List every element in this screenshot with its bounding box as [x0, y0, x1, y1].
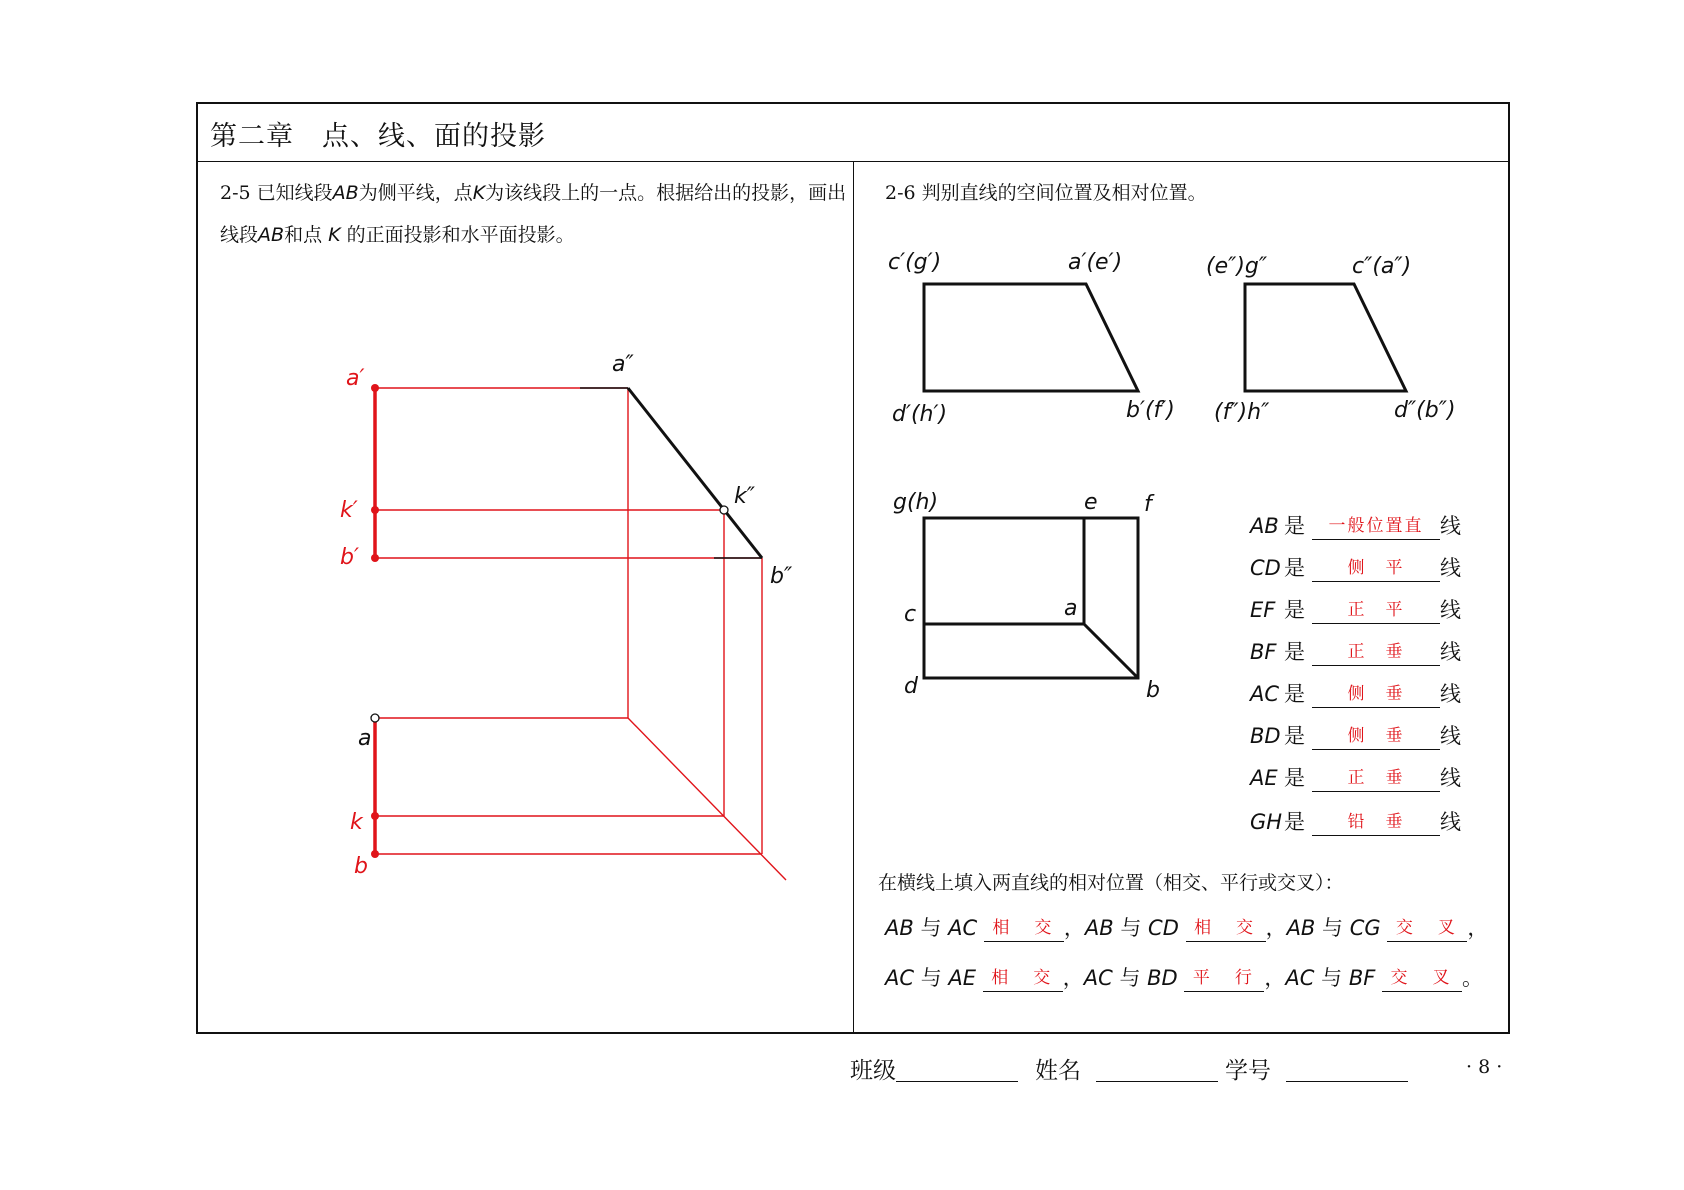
chapter-title: 第二章 点、线、面的投影	[210, 121, 546, 152]
relative-position-prompt: 在横线上填入两直线的相对位置（相交、平行或交叉）：	[878, 872, 1344, 894]
q25-text-part: 2-5 已知线段	[220, 182, 333, 204]
separator: ，	[1265, 916, 1287, 940]
line-name: CD	[1148, 916, 1179, 940]
answer-blank[interactable]: 正 垂	[1312, 769, 1440, 792]
answer-blank[interactable]: 平 行	[1184, 969, 1264, 992]
line-type-row	[1250, 678, 1461, 708]
label-b-prime: b′	[340, 545, 359, 570]
label-front-tr: a′(e′)	[1068, 250, 1123, 275]
answer-blank[interactable]: 正 平	[1312, 601, 1440, 624]
line-name: BF	[1348, 966, 1376, 990]
label-b: b	[354, 854, 368, 879]
footer-name	[1035, 1052, 1218, 1085]
line-type-row	[1250, 762, 1461, 792]
label-k-prime: k′	[340, 498, 358, 523]
is-word: 是	[1284, 598, 1305, 622]
with-word: 与	[920, 916, 942, 940]
line-pair-label: BD	[1250, 724, 1281, 748]
line-word: 线	[1440, 810, 1461, 834]
label-top-gh: g(h)	[893, 490, 939, 515]
line-type-row	[1250, 552, 1461, 582]
line-pair-label: EF	[1250, 598, 1276, 622]
is-word: 是	[1284, 682, 1305, 706]
line-type-row	[1250, 594, 1461, 624]
is-word: 是	[1284, 810, 1305, 834]
q25-text-part: 为侧平线，点	[358, 182, 473, 204]
is-word: 是	[1284, 766, 1305, 790]
line-name: AC	[948, 916, 978, 940]
label-a-prime: a′	[346, 366, 365, 391]
line-word: 线	[1440, 724, 1461, 748]
q25-k: K	[328, 224, 341, 246]
line-pair-label: GH	[1250, 810, 1283, 834]
with-word: 与	[920, 966, 942, 990]
line-word: 线	[1440, 640, 1461, 664]
q25-ab: AB	[332, 182, 359, 204]
line-name: AC	[1083, 966, 1113, 990]
student-id-label: 学号	[1225, 1058, 1271, 1084]
line-name: AB	[1286, 916, 1316, 940]
name-label: 姓名	[1035, 1058, 1081, 1084]
answer-blank[interactable]: 铅 垂	[1312, 813, 1440, 836]
answer-blank[interactable]: 相 交	[1186, 919, 1266, 942]
separator: ，	[1467, 916, 1489, 940]
label-side-br: d″(b″)	[1394, 398, 1456, 423]
class-label: 班级	[850, 1058, 896, 1084]
q25-ab: AB	[258, 224, 285, 246]
label-top-b: b	[1146, 678, 1160, 703]
label-top-a: a	[1064, 596, 1078, 621]
separator: ，	[1264, 966, 1286, 990]
line-word: 线	[1440, 766, 1461, 790]
line-name: AC	[1285, 966, 1315, 990]
relative-row-1	[885, 912, 1488, 942]
answer-blank[interactable]: 交 叉	[1387, 919, 1467, 942]
label-top-c: c	[904, 602, 917, 627]
class-field[interactable]	[896, 1055, 1018, 1082]
with-word: 与	[1322, 916, 1344, 940]
is-word: 是	[1284, 514, 1305, 538]
top-view-line-ab	[1084, 624, 1138, 678]
line-type-row	[1250, 720, 1461, 750]
line-type-row	[1250, 806, 1461, 836]
is-word: 是	[1284, 640, 1305, 664]
is-word: 是	[1284, 724, 1305, 748]
line-type-row	[1250, 636, 1461, 666]
answer-blank[interactable]: 正 垂	[1312, 643, 1440, 666]
label-k-double-prime: k″	[734, 484, 755, 509]
answer-blank[interactable]: 侧 平	[1312, 559, 1440, 582]
line-pair-label: AB	[1250, 514, 1279, 538]
label-a-double-prime: a″	[612, 352, 634, 377]
line-name: CG	[1349, 916, 1381, 940]
relative-row-2	[885, 962, 1483, 992]
footer-class	[850, 1052, 1018, 1085]
label-top-e: e	[1084, 490, 1098, 515]
line-word: 线	[1440, 514, 1461, 538]
answer-blank[interactable]: 侧 垂	[1312, 685, 1440, 708]
q25-text-part: 的正面投影和水平面投影。	[340, 224, 575, 246]
label-side-tr: c″(a″)	[1352, 254, 1412, 279]
q25-text-part: 线段	[220, 224, 259, 246]
with-word: 与	[1321, 966, 1343, 990]
with-word: 与	[1119, 966, 1141, 990]
line-type-row	[1250, 510, 1461, 540]
line-word: 线	[1440, 556, 1461, 580]
line-pair-label: AC	[1250, 682, 1280, 706]
label-front-tl: c′(g′)	[888, 250, 942, 275]
answer-blank[interactable]: 交 叉	[1382, 969, 1462, 992]
q25-text-part: 为该线段上的一点。根据给出的投影，画出	[485, 182, 847, 204]
page-number: · 8 ·	[1466, 1056, 1503, 1078]
q25-text-part: 和点	[284, 224, 329, 246]
label-top-f: f	[1144, 492, 1152, 517]
is-word: 是	[1284, 556, 1305, 580]
footer-id	[1225, 1052, 1408, 1085]
label-front-br: b′(f′)	[1126, 398, 1175, 423]
label-a: a	[358, 726, 372, 751]
answer-blank[interactable]: 相 交	[983, 969, 1063, 992]
line-name: AE	[948, 966, 977, 990]
label-side-bl: (f″)h″	[1214, 400, 1270, 425]
separator: ，	[1063, 916, 1085, 940]
name-field[interactable]	[1096, 1055, 1218, 1082]
side-view-shape	[1245, 284, 1406, 391]
label-top-d: d	[904, 674, 918, 699]
label-side-tl: (e″)g″	[1206, 254, 1268, 279]
answer-blank[interactable]: 一般位置直	[1312, 517, 1440, 540]
label-b-double-prime: b″	[770, 564, 793, 589]
line-name: AB	[1084, 916, 1114, 940]
with-word: 与	[1120, 916, 1142, 940]
answer-blank[interactable]: 侧 垂	[1312, 727, 1440, 750]
line-pair-label: BF	[1250, 640, 1277, 664]
student-id-field[interactable]	[1286, 1055, 1408, 1082]
separator: 。	[1462, 966, 1483, 990]
q25-k: K	[472, 182, 486, 204]
line-word: 线	[1440, 598, 1461, 622]
front-view-shape	[924, 284, 1138, 391]
question-2-6-text: 2-6 判别直线的空间位置及相对位置。	[885, 182, 1207, 204]
answer-blank[interactable]: 相 交	[984, 919, 1064, 942]
line-pair-label: AE	[1250, 766, 1278, 790]
label-k: k	[350, 810, 363, 835]
line-name: BD	[1147, 966, 1178, 990]
label-front-bl: d′(h′)	[892, 402, 948, 427]
line-name: AC	[885, 966, 915, 990]
line-word: 线	[1440, 682, 1461, 706]
separator: ，	[1062, 966, 1084, 990]
top-view-outer	[924, 518, 1138, 678]
line-pair-label: CD	[1250, 556, 1281, 580]
line-name: AB	[885, 916, 914, 940]
